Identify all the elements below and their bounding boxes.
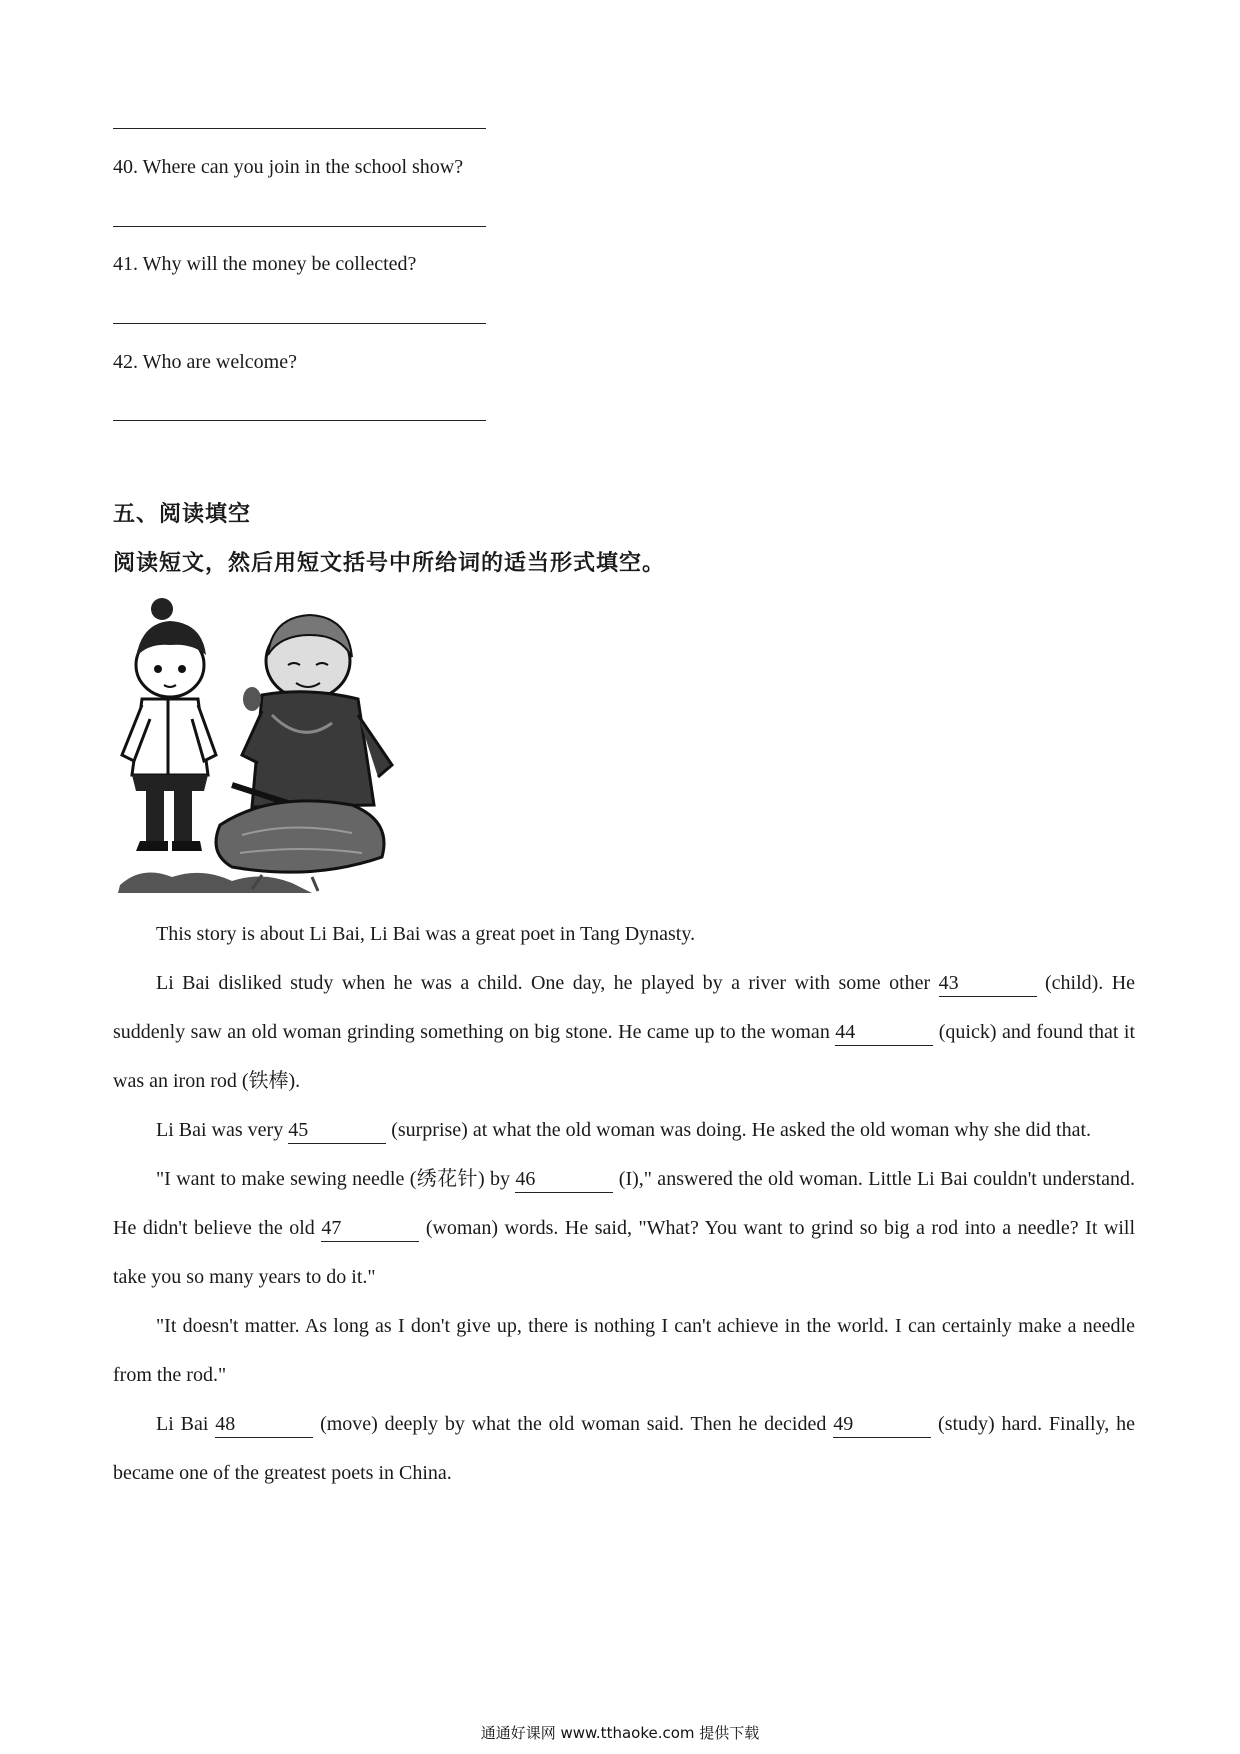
story-text: (quick) and found that it was an iron rod (铁棒). [113,1021,1136,1092]
story-text: (child). He suddenly saw an old woman grinding something on big stone. He came up to the woman [113,972,1136,1043]
story-paragraph [113,959,1135,1106]
story-passage [113,910,1135,1498]
story-text: (study) hard. Finally, he became one of the greatest poets in China. [113,1413,1136,1484]
section-instruction: 阅读短文，然后用短文括号中所给词的适当形式填空。 [113,551,666,576]
story-text: (move) deeply by what the old woman said. Then he decided [320,1413,827,1435]
li-bai-and-old-woman-grinding-rod-illustration [112,595,432,895]
story-text: This story is about Li Bai, Li Bai was a great poet in Tang Dynasty. [156,923,696,945]
answer-line [113,323,486,324]
answer-line [113,420,486,421]
blank-48[interactable]: 48 [215,1411,313,1438]
story-paragraph [113,1400,1135,1498]
blank-47[interactable]: 47 [321,1215,419,1242]
blank-49[interactable]: 49 [833,1411,931,1438]
story-text: "I want to make sewing needle (绣花针) by [156,1168,510,1190]
story-text: Li Bai [156,1413,209,1435]
answer-line [113,128,486,129]
section-title: 五、阅读填空 [113,502,252,527]
blank-43[interactable]: 43 [939,970,1037,997]
story-paragraph [113,1155,1135,1302]
story-paragraph [113,1106,1135,1155]
blank-45[interactable]: 45 [288,1117,386,1144]
page-footer: 通通好课网 www.tthaoke.com 提供下载 [480,1724,760,1742]
story-text: (surprise) at what the old woman was doing. He asked the old woman why she did that. [391,1119,1092,1141]
story-text: (woman) words. He said, "What? You want to grind so big a rod into a needle? It will take you so many years to do it." [113,1217,1136,1288]
story-paragraph [113,1302,1135,1400]
blank-44[interactable]: 44 [835,1019,933,1046]
question-42: 42. Who are welcome? [113,351,297,373]
story-text: "It doesn't matter. As long as I don't give up, there is nothing I can't achieve in the world. I can certainly make a needle from the rod." [113,1315,1135,1386]
story-text: (I)," answered the old woman. Little Li Bai couldn't understand. He didn't believe the old [113,1168,1136,1239]
story-paragraph [113,910,1135,959]
question-40: 40. Where can you join in the school show? [113,156,464,178]
story-text: Li Bai was very [156,1119,284,1141]
story-text: Li Bai disliked study when he was a child. One day, he played by a river with some other [156,972,931,994]
question-41: 41. Why will the money be collected? [113,253,417,275]
answer-line [113,226,486,227]
blank-46[interactable]: 46 [515,1166,613,1193]
